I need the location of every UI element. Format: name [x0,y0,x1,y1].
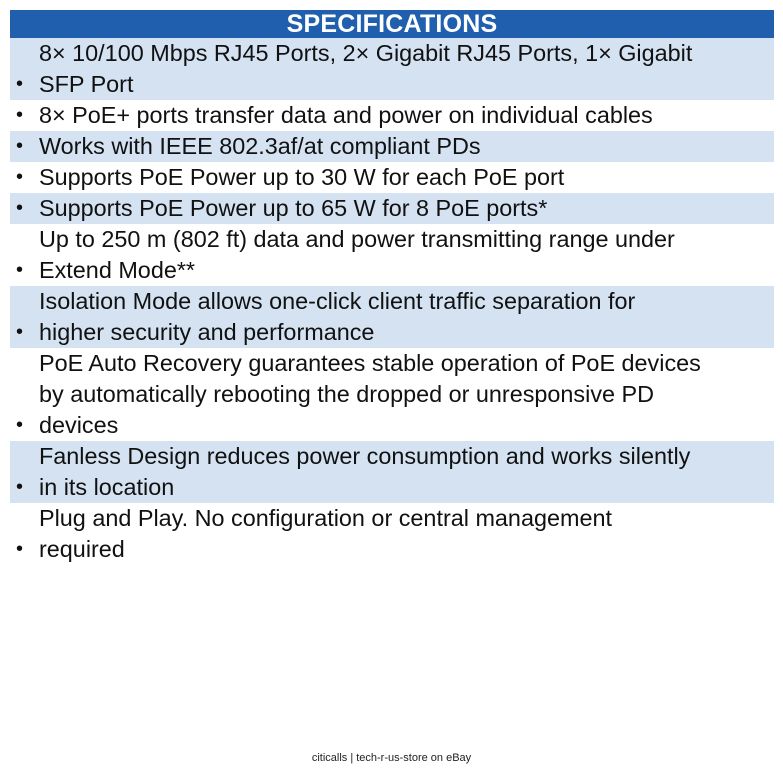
spec-line: Fanless Design reduces power consumption and works silently [39,443,691,469]
bullet-icon: • [16,476,24,498]
spec-line: Plug and Play. No configuration or central management [39,505,612,531]
bullet-icon: • [16,197,24,219]
specifications-header: SPECIFICATIONS [10,10,774,38]
spec-line: SFP Port [39,71,134,97]
spec-line: required [39,536,125,562]
specifications-list [10,38,774,565]
spec-item-plug-and-play [10,503,774,565]
spec-item-poe-auto-recovery [10,348,774,441]
footer-credit: citicalls | tech-r-us-store on eBay [311,752,472,764]
bullet-icon: • [16,321,24,343]
spec-line: Supports PoE Power up to 30 W for each PoE port [39,164,565,190]
spec-line: higher security and performance [39,319,375,345]
spec-line: by automatically rebooting the dropped or unresponsive PD [39,381,655,407]
bullet-icon: • [16,166,24,188]
spec-item-poe-ports [10,100,774,131]
spec-line: devices [39,412,119,438]
spec-line: 8× PoE+ ports transfer data and power on individual cables [39,102,653,128]
spec-line: in its location [39,474,175,500]
spec-line: Up to 250 m (802 ft) data and power transmitting range under [39,226,675,252]
bullet-icon: • [16,135,24,157]
spec-item-fanless-design [10,441,774,503]
spec-line: Extend Mode** [39,257,196,283]
spec-item-poe-power-total [10,193,774,224]
bullet-icon: • [16,538,24,560]
spec-line: Supports PoE Power up to 65 W for 8 PoE ports* [39,195,548,221]
spec-line: Isolation Mode allows one-click client traffic separation for [39,288,636,314]
bullet-icon: • [16,259,24,281]
bullet-icon: • [16,414,24,436]
specifications-table [10,10,774,565]
spec-item-poe-power-per-port [10,162,774,193]
spec-line: 8× 10/100 Mbps RJ45 Ports, 2× Gigabit RJ45 Ports, 1× Gigabit [39,40,693,66]
spec-item-ports [10,38,774,100]
spec-item-extend-mode [10,224,774,286]
bullet-icon: • [16,73,24,95]
spec-item-ieee-compliance [10,131,774,162]
spec-line: PoE Auto Recovery guarantees stable operation of PoE devices [39,350,701,376]
spec-line: Works with IEEE 802.3af/at compliant PDs [39,133,481,159]
bullet-icon: • [16,104,24,126]
spec-item-isolation-mode [10,286,774,348]
